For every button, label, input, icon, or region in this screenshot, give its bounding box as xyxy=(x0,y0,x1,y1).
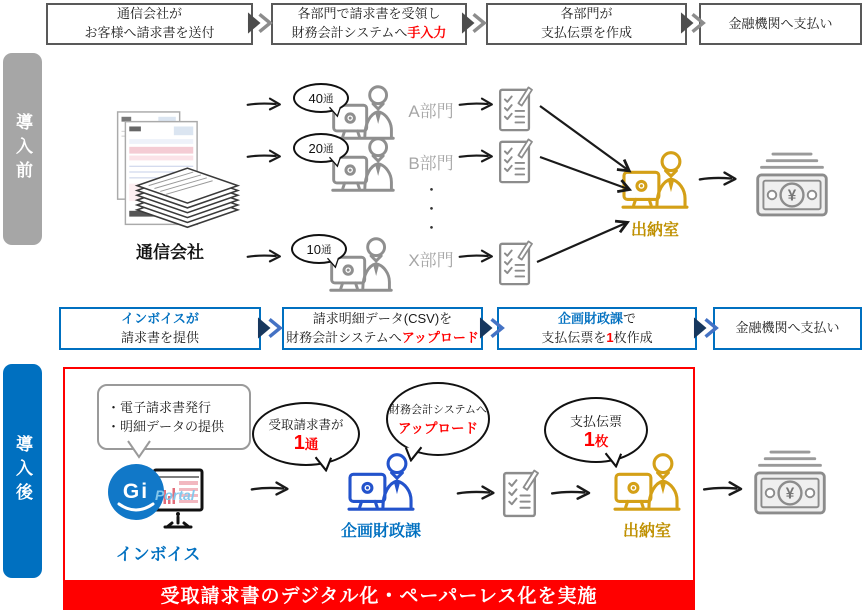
step-text: 各部門で請求書を受領し xyxy=(297,6,441,22)
count-unit: 通 xyxy=(322,142,334,155)
bubble-unit: 枚 xyxy=(594,433,609,449)
arrow-icon xyxy=(458,148,496,164)
money-icon xyxy=(750,448,830,517)
step-text: 請求明細データ(CSV)を xyxy=(312,310,453,326)
after-phase-label: 導入後 xyxy=(13,435,32,507)
before-step-4 xyxy=(699,3,862,45)
payment-slip-icon xyxy=(498,239,533,287)
sender-label: 通信会社 xyxy=(136,243,204,262)
invoice-stack-icon xyxy=(95,110,243,236)
step-text-blue: 企画財政課 xyxy=(557,310,623,326)
bubble-text: 財務会計システムへ xyxy=(389,404,487,416)
bubble-tail xyxy=(314,452,334,473)
step-chevron-icon xyxy=(257,316,284,340)
step-chevron-icon xyxy=(693,316,720,340)
count-value: 10 xyxy=(306,241,321,257)
note-line: ・電子請求書発行 xyxy=(107,399,212,415)
count-value: 40 xyxy=(308,90,323,106)
arrow-icon xyxy=(246,248,284,264)
step-text: 通信会社が xyxy=(116,6,182,22)
planning-dept-label: 企画財政課 xyxy=(340,523,421,540)
step-text: 各部門が xyxy=(560,6,613,22)
bubble-text: 支払伝票 xyxy=(569,413,622,429)
step-text: 支払伝票を作成 xyxy=(540,25,632,40)
step-text-red: アップロード xyxy=(401,329,479,345)
after-phase-bar xyxy=(3,364,42,578)
before-step-1 xyxy=(46,3,253,45)
arrow-icon xyxy=(458,96,496,112)
ellipsis: ・・・ xyxy=(422,182,439,239)
received-count-bubble xyxy=(252,402,360,466)
step-chevron-icon xyxy=(680,11,707,35)
step-text: 金融機関へ支払い xyxy=(735,320,840,336)
before-phase-label: 導入前 xyxy=(13,113,32,185)
step-text-blue: インボイスが xyxy=(121,310,199,326)
dept-label: A部門 xyxy=(408,102,454,121)
step-chevron-icon xyxy=(479,316,506,340)
count-value: 20 xyxy=(308,140,323,156)
money-icon xyxy=(752,150,832,219)
slip-count-bubble xyxy=(544,397,648,463)
step-text: で xyxy=(623,310,637,326)
step-chevron-icon xyxy=(247,11,274,35)
after-step-4 xyxy=(713,307,862,350)
cashier-label: 出納室 xyxy=(622,523,671,540)
invoice-service-label: インボイス xyxy=(115,545,201,564)
arrow-icon xyxy=(702,480,746,497)
bubble-tail xyxy=(604,448,624,469)
arrow-icon xyxy=(698,170,740,187)
cashier-icon xyxy=(620,150,690,212)
after-step-3 xyxy=(497,307,697,350)
banner: 受取請求書のデジタル化・ペーパーレス化を実施 xyxy=(65,580,693,608)
after-step-1 xyxy=(59,307,261,350)
step-text: お客様へ請求書を送付 xyxy=(84,25,215,40)
smile-icon xyxy=(115,502,157,516)
gi-logo-text: Gi xyxy=(122,480,150,503)
upload-bubble xyxy=(386,382,490,456)
step-text: 財務会計システムへ xyxy=(286,329,402,345)
arrow-icon xyxy=(246,148,284,164)
step-text: 枚作成 xyxy=(613,329,653,345)
after-step-2 xyxy=(282,307,483,350)
payment-slip-icon xyxy=(498,85,533,133)
cashier-label: 出納室 xyxy=(630,222,679,239)
yen-symbol: ¥ xyxy=(785,485,795,503)
yen-symbol: ¥ xyxy=(787,187,797,205)
step-chevron-icon xyxy=(461,11,488,35)
count-unit: 通 xyxy=(322,92,334,105)
bubble-text-red: アップロード xyxy=(397,421,479,436)
before-phase-bar xyxy=(3,53,42,245)
step-text: 財務会計システムへ xyxy=(291,25,408,40)
payment-slip-icon xyxy=(498,137,533,185)
bubble-num: 1 xyxy=(583,428,595,451)
arrow-icon xyxy=(246,96,284,112)
note-line: ・明細データの提供 xyxy=(107,419,225,434)
dept-label: X部門 xyxy=(408,251,454,270)
step-text: 支払伝票を xyxy=(541,329,607,345)
step-text: 金融機関へ支払い xyxy=(728,15,833,31)
before-step-2 xyxy=(271,3,467,45)
step-text-red: 手入力 xyxy=(407,25,447,40)
step-text-red: 1 xyxy=(606,329,614,345)
gi-portal-text: Portal xyxy=(155,487,195,503)
provider-note-bubble xyxy=(97,384,251,450)
bubble-text: 受取請求書が xyxy=(268,418,344,432)
dept-label: B部門 xyxy=(408,154,454,173)
note-bubble-tail xyxy=(126,440,152,460)
step-text: 請求書を提供 xyxy=(120,329,199,345)
bubble-unit: 通 xyxy=(304,437,319,452)
before-step-3 xyxy=(486,3,687,45)
arrow-icon xyxy=(458,248,496,264)
count-unit: 通 xyxy=(320,243,332,256)
bubble-num: 1 xyxy=(293,432,305,454)
